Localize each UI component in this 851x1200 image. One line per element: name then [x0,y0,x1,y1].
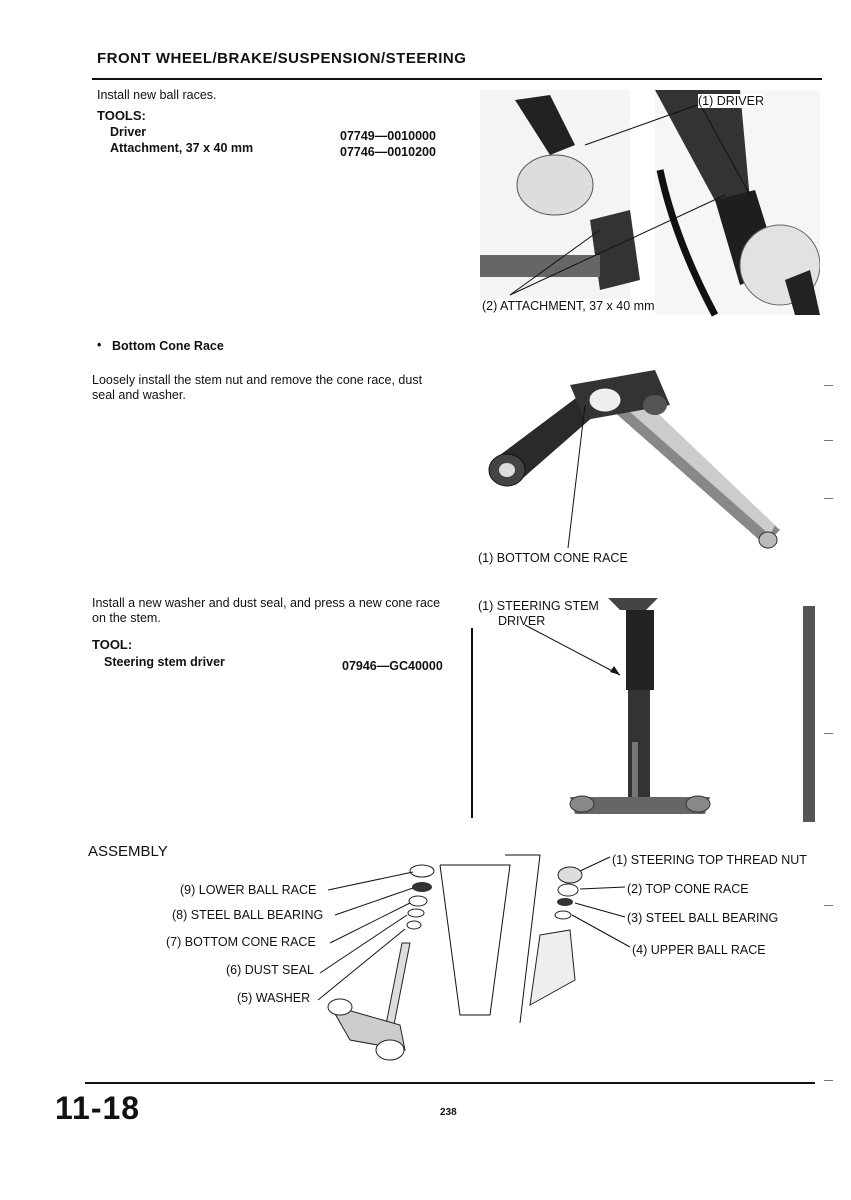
footer-rule [85,1082,815,1084]
scan-edge-artifact [803,606,815,822]
bottom-cone-race-label: (1) BOTTOM CONE RACE [478,551,628,565]
upper-ball-race-label: (4) UPPER BALL RACE [632,943,766,957]
margin-mark [824,905,833,906]
bottom-cone-race-photo [485,360,795,560]
tool-name-driver: Driver [110,125,147,139]
margin-mark [824,733,833,734]
assembly-diagram-right [500,845,640,1025]
steering-top-thread-nut-label: (1) STEERING TOP THREAD NUT [612,853,807,867]
cone-race-text-line1: Loosely install the stem nut and remove the cone race, dust [92,373,423,387]
header-rule [92,78,822,80]
dust-seal-label: (6) DUST SEAL [226,963,314,977]
tools-heading: TOOLS: [97,108,146,123]
top-cone-race-label: (2) TOP CONE RACE [627,882,749,896]
stem-driver-label-line2: DRIVER [498,614,546,628]
stem-driver-label-line1: (1) STEERING STEM [478,599,599,613]
margin-mark [824,498,833,499]
bottom-cone-race-heading: Bottom Cone Race [112,339,224,353]
install-washer-text-line2: on the stem. [92,611,161,625]
bottom-cone-race-label-assembly: (7) BOTTOM CONE RACE [166,935,316,949]
assembly-heading: ASSEMBLY [88,843,168,860]
washer-label: (5) WASHER [237,991,311,1005]
install-instruction: Install new ball races. [97,88,217,102]
margin-mark [824,440,833,441]
margin-mark [824,385,833,386]
install-washer-text-line1: Install a new washer and dust seal, and press a new cone race [92,596,441,610]
stem-driver-leader [520,620,630,680]
steel-ball-bearing-label-right: (3) STEEL BALL BEARING [627,911,779,925]
tool-number-driver: 07749—0010000 [340,129,436,143]
margin-mark [824,1080,833,1081]
driver-install-photo [480,90,820,320]
page-header-title: FRONT WHEEL/BRAKE/SUSPENSION/STEERING [97,50,467,67]
tool-name-attachment: Attachment, 37 x 40 mm [110,141,254,155]
steel-ball-bearing-label-left: (8) STEEL BALL BEARING [172,908,324,922]
tool-name-stem-driver: Steering stem driver [104,655,225,669]
page-number: 238 [440,1107,457,1118]
tool-number-attachment: 07746—0010200 [340,145,436,159]
driver-label: (1) DRIVER [698,94,764,108]
section-page-number: 11-18 [55,1090,141,1126]
attachment-label: (2) ATTACHMENT, 37 x 40 mm [482,299,655,313]
tool-number-stem-driver: 07946—GC40000 [342,659,443,673]
bullet-icon: • [97,338,102,352]
cone-race-text-line2: seal and washer. [92,388,186,402]
tool-heading: TOOL: [92,637,133,652]
lower-ball-race-label: (9) LOWER BALL RACE [180,883,317,897]
photo-border-line [471,628,473,818]
